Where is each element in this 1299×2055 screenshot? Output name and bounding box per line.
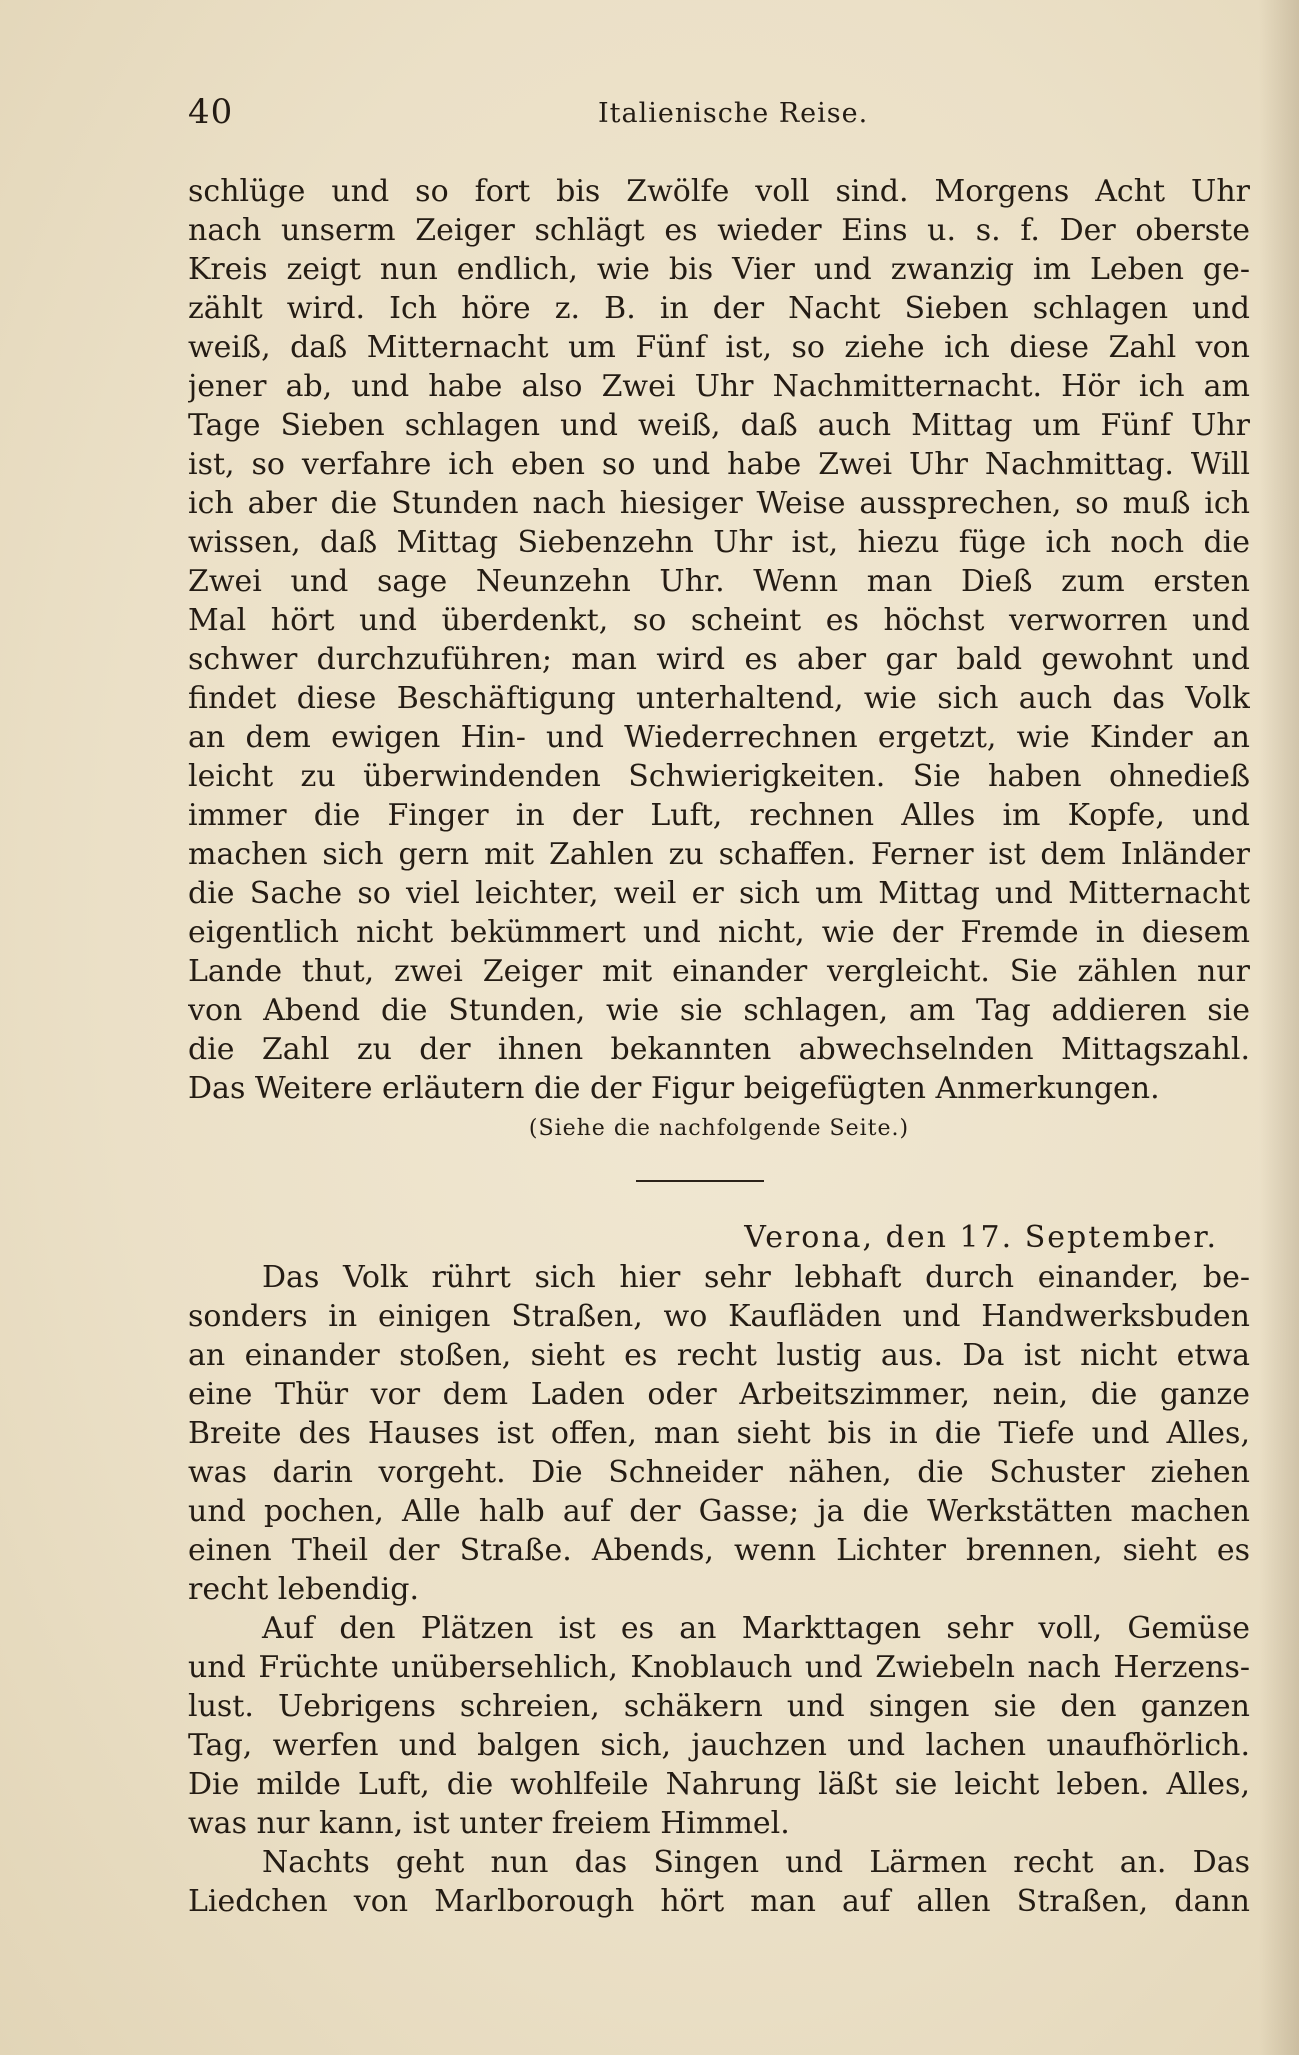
text-line: einen Theil der Straße. Abends, wenn Lichter brennen, sieht es (188, 1533, 1250, 1568)
text-line: sonders in einigen Straßen, wo Kaufläden und Handwerksbuden (188, 1299, 1250, 1334)
running-title: Italienische Reise. (598, 98, 869, 129)
page-edge-shadow (1259, 0, 1299, 2055)
text-line: immer die Finger in der Luft, rechnen Alles im Kopfe, und (188, 798, 1250, 833)
text-line: Liedchen von Marlborough hört man auf allen Straßen, dann (188, 1884, 1250, 1919)
text-line: schlüge und so fort bis Zwölfe voll sind. Morgens Acht Uhr (188, 174, 1250, 209)
page-header (188, 92, 1248, 132)
text-line: was darin vorgeht. Die Schneider nähen, die Schuster ziehen (188, 1455, 1250, 1490)
text-line: Zwei und sage Neunzehn Uhr. Wenn man Dieß zum ersten (188, 564, 1250, 599)
text-line: machen sich gern mit Zahlen zu schaffen. Ferner ist dem Inländer (188, 837, 1250, 872)
text-line: Lande thut, zwei Zeiger mit einander vergleicht. Sie zählen nur (188, 954, 1250, 989)
text-line: leicht zu überwindenden Schwierigkeiten. Sie haben ohnedieß (188, 759, 1250, 794)
text-line: wissen, daß Mittag Siebenzehn Uhr ist, hiezu füge ich noch die (188, 525, 1250, 560)
text-line: weiß, daß Mitternacht um Fünf ist, so ziehe ich diese Zahl von (188, 330, 1250, 365)
text-line: schwer durchzuführen; man wird es aber gar bald gewohnt und (188, 642, 1250, 677)
text-line: eine Thür vor dem Laden oder Arbeitszimmer, nein, die ganze (188, 1377, 1250, 1412)
text-block-bottom (188, 1258, 1250, 1921)
text-line: Auf den Plätzen ist es an Markttagen sehr voll, Gemüse (262, 1611, 1250, 1646)
text-line: Das Weitere erläutern die der Figur beigefügten Anmerkungen. (188, 1071, 1160, 1106)
text-line: ich aber die Stunden nach hiesiger Weise aussprechen, so muß ich (188, 486, 1250, 521)
text-line: ist, so verfahre ich eben so und habe Zwei Uhr Nachmittag. Will (188, 447, 1250, 482)
text-line: zählt wird. Ich höre z. B. in der Nacht Sieben schlagen und (188, 291, 1250, 326)
text-line: lust. Uebrigens schreien, schäkern und singen sie den ganzen (188, 1689, 1250, 1724)
text-line: Die milde Luft, die wohlfeile Nahrung läßt sie leicht leben. Alles, (188, 1767, 1250, 1802)
text-line: recht lebendig. (188, 1572, 419, 1607)
text-line: eigentlich nicht bekümmert und nicht, wie der Fremde in diesem (188, 915, 1250, 950)
text-line: die Zahl zu der ihnen bekannten abwechselnden Mittagszahl. (188, 1032, 1250, 1067)
section-divider (636, 1180, 764, 1182)
page-number: 40 (188, 92, 234, 132)
text-line: und pochen, Alle halb auf der Gasse; ja die Werkstätten machen (188, 1494, 1250, 1529)
text-line: Mal hört und überdenkt, so scheint es höchst verworren und (188, 603, 1250, 638)
text-line: die Sache so viel leichter, weil er sich um Mittag und Mitternacht (188, 876, 1250, 911)
text-line: Nachts geht nun das Singen und Lärmen recht an. Das (262, 1845, 1250, 1880)
text-line: Das Volk rührt sich hier sehr lebhaft durch einander, be- (262, 1260, 1250, 1295)
text-line: findet diese Beschäftigung unterhaltend, wie sich auch das Volk (188, 681, 1250, 716)
text-block-top (188, 172, 1250, 1108)
text-line: an einander stoßen, sieht es recht lustig aus. Da ist nicht etwa (188, 1338, 1250, 1373)
text-line: Breite des Hauses ist offen, man sieht bis in die Tiefe und Alles, (188, 1416, 1250, 1451)
dateline: Verona, den 17. September. (744, 1220, 1218, 1255)
text-line: nach unserm Zeiger schlägt es wieder Eins u. s. f. Der oberste (188, 213, 1250, 248)
text-line: Tage Sieben schlagen und weiß, daß auch Mittag um Fünf Uhr (188, 408, 1250, 443)
text-line: was nur kann, ist unter freiem Himmel. (188, 1806, 790, 1841)
text-line: jener ab, und habe also Zwei Uhr Nachmitternacht. Hör ich am (188, 369, 1250, 404)
text-line: und Früchte unübersehlich, Knoblauch und Zwiebeln nach Herzens- (188, 1650, 1250, 1685)
text-line: Kreis zeigt nun endlich, wie bis Vier und zwanzig im Leben ge- (188, 252, 1250, 287)
text-line: von Abend die Stunden, wie sie schlagen, am Tag addieren sie (188, 993, 1250, 1028)
text-line: an dem ewigen Hin- und Wiederrechnen ergetzt, wie Kinder an (188, 720, 1250, 755)
text-line: Tag, werfen und balgen sich, jauchzen und lachen unaufhörlich. (188, 1728, 1250, 1763)
figure-note: (Siehe die nachfolgende Seite.) (528, 1116, 910, 1141)
